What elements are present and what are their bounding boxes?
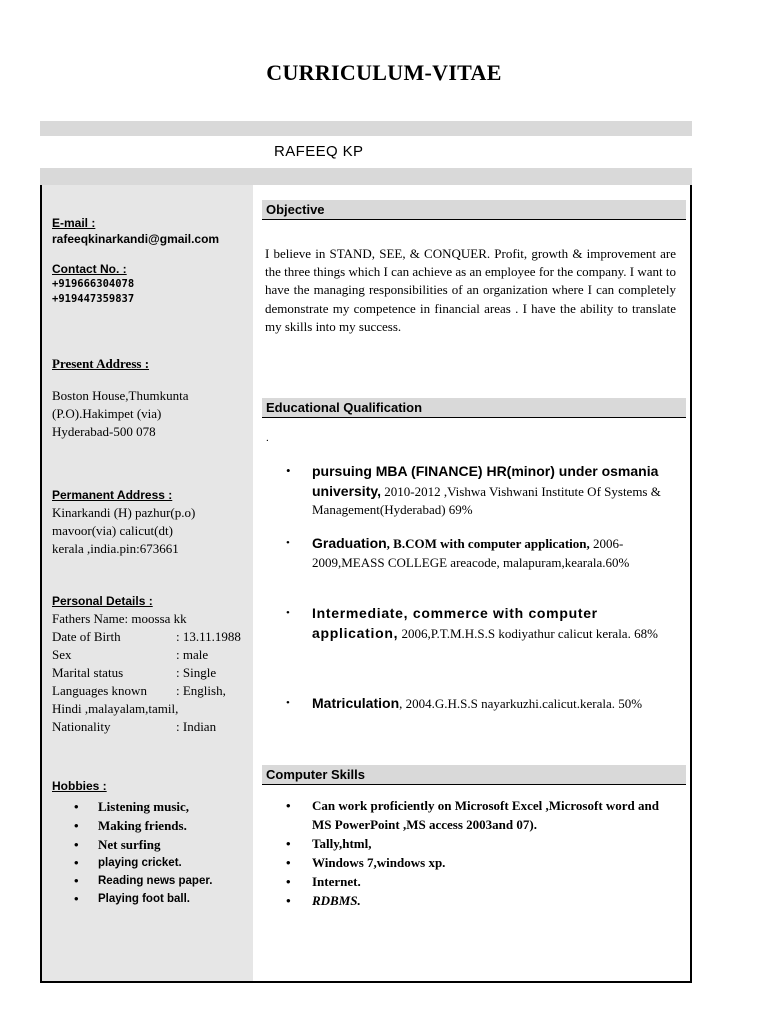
computer-skills-list: [286, 796, 676, 910]
education-title: Intermediate, commerce with computer application,: [312, 605, 598, 641]
present-address-line: (P.O).Hakimpet (via): [52, 406, 162, 421]
marital-row: [52, 664, 241, 682]
sex-row: [52, 646, 241, 664]
education-item: [286, 694, 678, 714]
education-heading: Educational Qualification: [262, 398, 686, 418]
dob-key: Date of Birth: [52, 629, 121, 644]
hobby-item: • Making friends.: [52, 816, 212, 835]
phone-2: +919447359837: [52, 293, 135, 305]
education-detail: 2006-2009,MEASS COLLEGE areacode, malapuram,kearala.60%: [312, 536, 630, 570]
fathers-name: Fathers Name: moossa kk: [52, 611, 187, 626]
education-item: [286, 462, 678, 520]
computer-skills-heading: Computer Skills: [262, 765, 686, 785]
objective-heading: Objective: [262, 200, 686, 220]
header-bar-top: [40, 121, 692, 136]
bullet-icon: •: [286, 697, 290, 709]
languages-row: [52, 682, 241, 700]
dob-row: [52, 628, 241, 646]
marital-value: : Single: [176, 665, 217, 680]
skill-item: • Internet.: [286, 872, 676, 891]
sex-value: : male: [176, 647, 209, 662]
marital-key: Marital status: [52, 665, 124, 680]
permanent-address-line: kerala ,india.pin:673661: [52, 541, 179, 556]
languages-value: : English,: [176, 683, 226, 698]
nationality-value: : Indian: [176, 719, 217, 734]
hobbies-label: Hobbies :: [52, 779, 107, 793]
skill-item: • Can work proficiently on Microsoft Excel ,Microsoft word and MS PowerPoint ,MS access 2003and 07).: [286, 796, 676, 834]
languages-continued: Hindi ,malayalam,tamil,: [52, 701, 179, 716]
education-item: [286, 604, 678, 643]
permanent-address-line: Kinarkandi (H) pazhur(p.o): [52, 505, 196, 520]
present-address-label: Present Address :: [52, 356, 150, 371]
languages-key: Languages known: [52, 683, 147, 698]
education-title: Matriculation: [312, 695, 400, 711]
education-detail: 2010-2012 ,Vishwa Vishwani Institute Of Systems & Management(Hyderabad) 69%: [312, 483, 661, 517]
sex-key: Sex: [52, 647, 72, 662]
bullet-icon: •: [286, 463, 291, 478]
email-value: rafeeqkinarkandi@gmail.com: [52, 232, 220, 246]
header-bar-bottom: [40, 168, 692, 185]
contact-label: Contact No. :: [52, 262, 127, 276]
education-dot: .: [266, 432, 269, 444]
nationality-row: [52, 718, 241, 736]
present-address-line: Boston House,Thumkunta: [52, 388, 189, 403]
education-detail: , 2004.G.H.S.S nayarkuzhi.calicut.kerala. 50%: [399, 696, 643, 711]
dob-value: : 13.11.1988: [176, 629, 241, 644]
present-address: [52, 387, 189, 441]
hobby-item: • playing cricket.: [52, 854, 212, 872]
personal-details-label: Personal Details :: [52, 594, 153, 608]
present-address-line: Hyderabad-500 078: [52, 424, 156, 439]
bullet-icon: •: [286, 607, 290, 619]
bullet-icon: •: [286, 537, 290, 549]
objective-text: I believe in STAND, SEE, & CONQUER. Profit, growth & improvement are the three things which I can achieve as an employee for the company. I want to have the managing responsibilities of an organization where I can completely demonstrate my competence in financial areas . I have the ability to translate my skills into my success.: [265, 246, 676, 334]
skill-item: • Tally,html,: [286, 834, 676, 853]
education-item: [286, 534, 678, 572]
hobby-item: • Reading news paper.: [52, 872, 212, 890]
hobby-item: • Playing foot ball.: [52, 890, 212, 908]
nationality-key: Nationality: [52, 719, 111, 734]
education-detail: 2006,P.T.M.H.S.S kodiyathur calicut kerala. 68%: [398, 625, 658, 641]
education-title: Graduation: [312, 535, 387, 551]
phone-1: +919666304078: [52, 278, 135, 290]
permanent-address-label: Permanent Address :: [52, 488, 173, 502]
email-label: E-mail :: [52, 216, 96, 230]
candidate-name: RAFEEQ KP: [274, 143, 364, 160]
skill-item: • RDBMS.: [286, 891, 676, 910]
hobby-item: • Net surfing: [52, 835, 212, 854]
education-subtitle: , B.COM with computer application,: [386, 536, 590, 551]
permanent-address-line: mavoor(via) calicut(dt): [52, 523, 173, 538]
permanent-address: [52, 504, 195, 558]
education-title: pursuing MBA (FINANCE) HR(minor) under osmania university,: [312, 463, 659, 499]
skill-item: • Windows 7,windows xp.: [286, 853, 676, 872]
personal-details: [52, 610, 241, 736]
hobby-item: • Listening music,: [52, 797, 212, 816]
hobbies-list: [52, 797, 212, 908]
page-title: CURRICULUM-VITAE: [266, 60, 502, 85]
